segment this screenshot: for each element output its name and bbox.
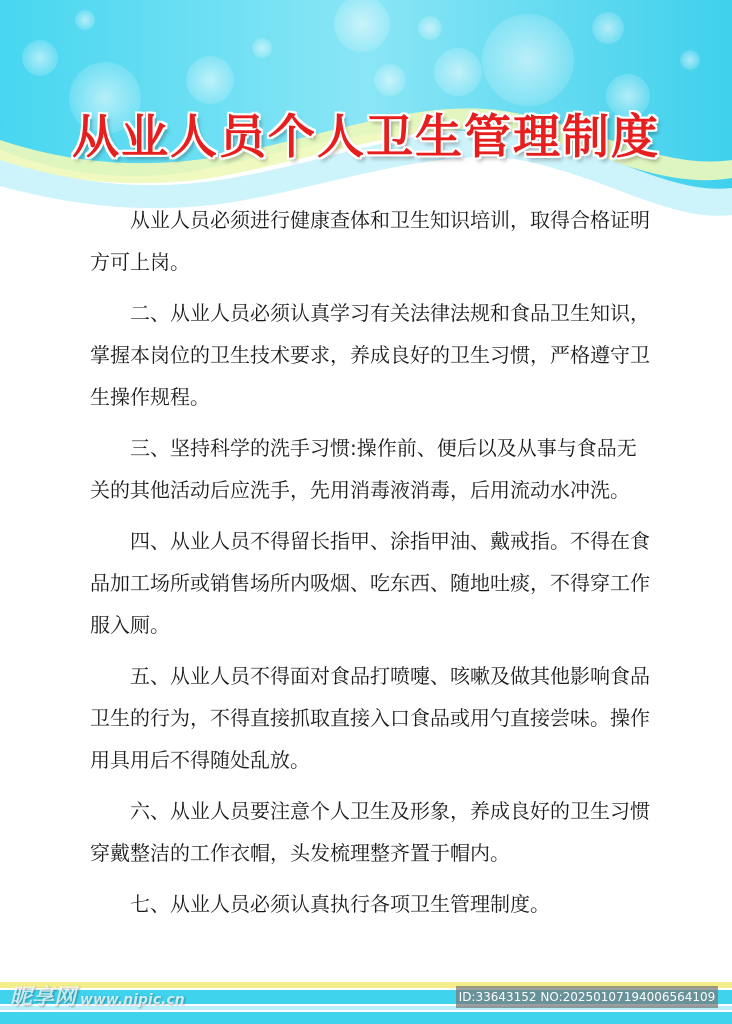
regulation-paragraph-6: 六、从业人员要注意个人卫生及形象，养成良好的卫生习惯穿戴整洁的工作衣帽，头发梳理整齐置于帽内。 xyxy=(90,799,650,865)
bubble-decoration xyxy=(592,12,624,44)
watermark-logo xyxy=(10,984,185,1014)
bubble-decoration xyxy=(482,14,574,106)
watermark-logo-text: 昵享网 xyxy=(10,985,77,1010)
regulation-paragraph-4: 四、从业人员不得留长指甲、涂指甲油、戴戒指。不得在食品加工场所或销售场所内吸烟、吃东西、随地吐痰，不得穿工作服入厕。 xyxy=(90,529,650,637)
regulation-paragraph-2: 二、从业人员必须认真学习有关法律法规和食品卫生知识，掌握本岗位的卫生技术要求，养成良好的卫生习惯，严格遵守卫生操作规程。 xyxy=(90,301,650,409)
regulation-body xyxy=(90,199,650,934)
bubble-decoration xyxy=(434,48,482,96)
watermark-id-badge: ID:33643152 NO:20250107194006564109 xyxy=(456,986,718,1008)
poster-title: 从业人员个人卫生管理制度 xyxy=(72,110,660,165)
bubble-decoration xyxy=(252,38,272,58)
bubble-decoration xyxy=(186,56,234,104)
regulation-paragraph-1: 从业人员必须进行健康查体和卫生知识培训，取得合格证明方可上岗。 xyxy=(90,208,650,274)
bubble-decoration xyxy=(75,10,95,30)
regulation-paragraph-7: 七、从业人员必须认真执行各项卫生管理制度。 xyxy=(130,892,550,916)
bubble-decoration xyxy=(22,40,58,76)
regulation-paragraph-5: 五、从业人员不得面对食品打喷嚏、咳嗽及做其他影响食品卫生的行为，不得直接抓取直接入口食品或用勺直接尝味。操作用具用后不得随处乱放。 xyxy=(90,664,650,772)
bubble-decoration xyxy=(680,50,700,70)
regulation-paragraph-3: 三、坚持科学的洗手习惯:操作前、便后以及从事与食品无关的其他活动后应洗手，先用消毒液消毒，后用流动水冲洗。 xyxy=(90,436,637,502)
bubble-decoration xyxy=(418,16,442,40)
bubble-decoration xyxy=(374,64,406,96)
watermark-site: www.nipic.cn xyxy=(80,992,185,1008)
